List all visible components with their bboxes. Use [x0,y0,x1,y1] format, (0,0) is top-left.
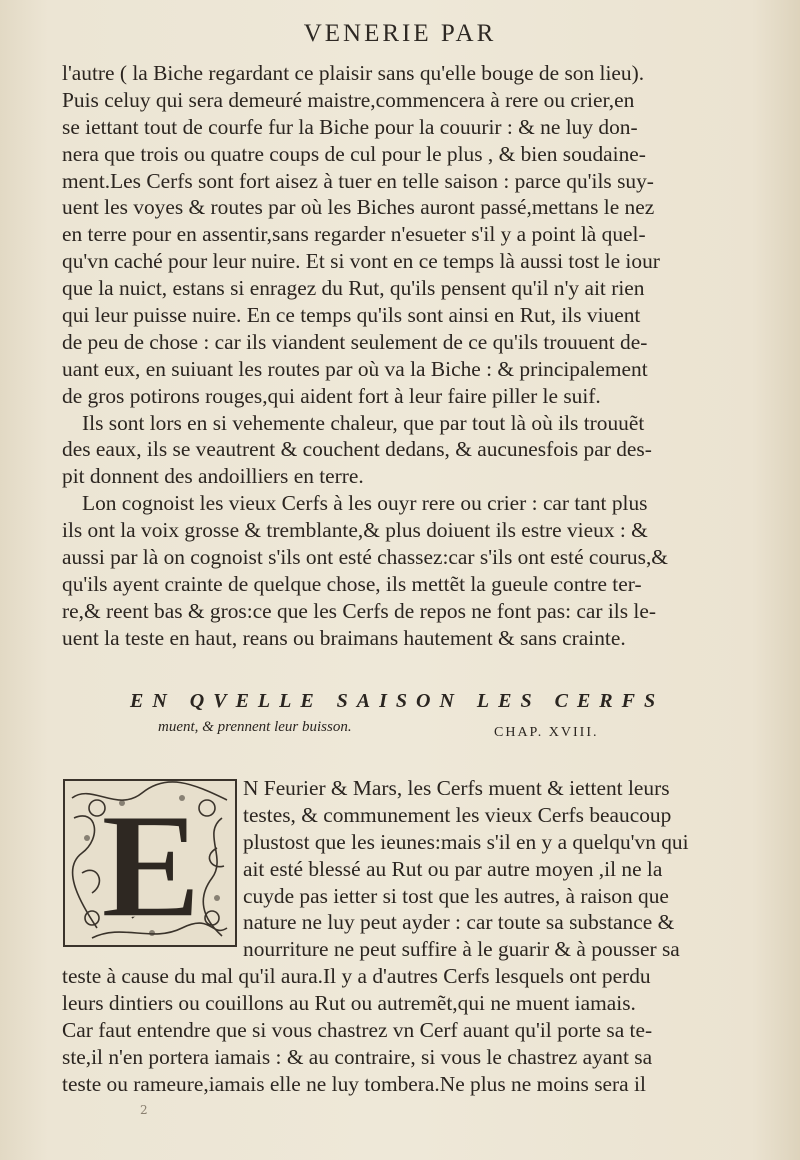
running-head: VENERIE PAR [303,20,497,47]
chapter-title [130,690,730,740]
text-line: uant eux, en suiuant les routes par où va la Biche : & principalement [62,356,648,381]
text-line: de peu de chose : car ils viandent seulement de ce qu'ils trouuent de- [62,329,648,354]
text-line: ait esté blessé au Rut ou par autre moyen ,il ne la [243,856,663,881]
chapter-title-line-2: muent, & prennent leur buisson. [158,719,352,735]
paragraph-start-line: Ils sont lors en si vehemente chaleur, que par tout là où ils trouuẽt [82,410,645,435]
paragraph-start-line: Lon cognoist les vieux Cerfs à les ouyr rere ou crier : car tant plus [82,491,648,516]
text-line: Car faut entendre que si vous chastrez vn Cerf auant qu'il porte sa te- [62,1018,653,1043]
text-line: qu'vn caché pour leur nuire. Et si vont en ce temps là aussi tost le iour [62,249,660,274]
chapter-text [62,775,764,1098]
text-line: nature ne luy peut ayder : car toute sa substance & [243,910,675,935]
text-line: teste ou rameure,iamais elle ne luy tombera.Ne plus ne moins sera il [62,1071,646,1096]
text-line: nourriture ne peut suffire à le guarir & à pousser sa [243,937,680,962]
signature-mark: 2 [140,1103,148,1117]
body-text [62,60,764,652]
text-line: qui leur puisse nuire. En ce temps qu'ils sont ainsi en Rut, ils viuent [62,303,641,328]
text-line: qu'ils ayent crainte de quelque chose, ils mettẽt la gueule contre ter- [62,571,642,596]
text-line: pit donnent des andoilliers en terre. [62,464,364,489]
text-line: ste,il n'en portera iamais : & au contraire, si vous le chastrez ayant sa [62,1044,653,1069]
text-line: ment.Les Cerfs sont fort aisez à tuer en telle saison : parce qu'ils suy- [62,168,654,193]
text-line: teste à cause du mal qu'il aura.Il y a d'autres Cerfs lesquels ont perdu [62,964,651,989]
chapter-title-line-1: EN QVELLE SAISON LES CERFS [130,690,665,712]
text-line: plustost que les ieunes:mais s'il en y a quelqu'vn qui [243,829,689,854]
text-line: des eaux, ils se veautrent & couchent dedans, & aucunesfois par des- [62,437,652,462]
text-line: se iettant tout de courfe fur la Biche pour la couurir : & ne luy don- [62,114,638,139]
text-line: Puis celuy qui sera demeuré maistre,commencera à rere ou crier,en [62,87,635,112]
text-line: uent les voyes & routes par où les Biches auront passé,mettans le nez [62,195,655,220]
initial-letter: E [100,783,202,948]
text-line: en terre pour en assentir,sans regarder n'esueter s'il y a point là quel- [62,222,646,247]
text-line: N Feurier & Mars, les Cerfs muent & iettent leurs [243,776,670,800]
text-line: aussi par là on cognoist s'ils ont esté chassez:car s'ils ont esté courus,& [62,545,668,570]
text-line: l'autre ( la Biche regardant ce plaisir sans qu'elle bouge de son lieu). [62,61,645,85]
text-line: uent la teste en haut, reans ou braimans hautement & sans crainte. [62,625,626,650]
text-line: leurs dintiers ou couillons au Rut ou autremẽt,qui ne muent iamais. [62,991,636,1016]
text-line: nera que trois ou quatre coups de cul pour le plus , & bien soudaine- [62,141,646,166]
text-line: de gros potirons rouges,qui aident fort à leur faire piller le suif. [62,383,601,408]
text-line: cuyde pas ietter si tost que les autres, à raison que [243,883,669,908]
chapter-number: CHAP. XVIII. [494,725,599,740]
text-line: ils ont la voix grosse & tremblante,& plus doiuent ils estre vieux : & [62,518,648,543]
text-line: re,& reent bas & gros:ce que les Cerfs de repos ne font pas: car ils le- [62,598,656,623]
text-line: testes, & communement les vieux Cerfs beaucoup [243,802,672,827]
text-line: que la nuict, estans si enragez du Rut, qu'ils pensent qu'il n'y ait rien [62,276,645,301]
